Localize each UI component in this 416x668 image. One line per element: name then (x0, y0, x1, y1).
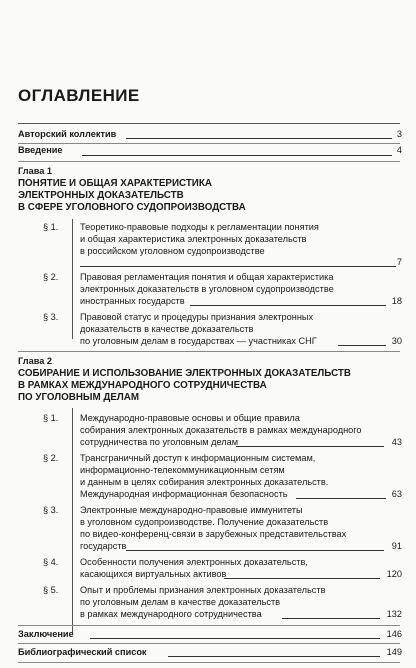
toc-entry-label[interactable]: Заключение (18, 629, 74, 639)
section-title-line[interactable]: информационно-телекоммуникационным сетям (80, 465, 285, 475)
section-title-line[interactable]: Электронные международно-правовые иммунитеты (80, 505, 303, 515)
page-number: 43 (391, 437, 402, 447)
page-number: 4 (396, 145, 402, 155)
chapter-number: Глава 1 (18, 166, 52, 176)
section-title-line[interactable]: Международная информационная безопасность (80, 489, 288, 499)
page-number: 149 (386, 647, 402, 657)
section-number: § 3. (43, 505, 59, 515)
divider (18, 161, 400, 162)
section-title-line[interactable]: Правовая регламентация понятия и общая характеристика (80, 272, 334, 282)
chapter-title-line[interactable]: В РАМКАХ МЕЖДУНАРОДНОГО СОТРУДНИЧЕСТВА (18, 380, 267, 391)
section-title-line[interactable]: доказательств в качестве доказательств (80, 324, 254, 334)
section-title-line[interactable]: в российском уголовном судопроизводстве (80, 246, 265, 256)
toc-entry-label[interactable]: Библиографический список (18, 647, 147, 657)
section-title-line[interactable]: электронных доказательств в уголовном судопроизводстве (80, 284, 334, 294)
section-title-line[interactable]: собирания электронных доказательств в рамках международного (80, 425, 362, 435)
section-title-line[interactable]: Теоретико-правовые подходы к регламентации понятия (80, 222, 319, 232)
section-title-line[interactable]: по уголовным делам в качестве доказательств (80, 597, 281, 607)
section-title-line[interactable]: и общая характеристика электронных доказательств (80, 234, 307, 244)
page-number: 120 (386, 569, 402, 579)
section-number: § 3. (43, 312, 59, 322)
page-title: ОГЛАВЛЕНИЕ (18, 86, 140, 105)
divider (18, 351, 400, 352)
section-bar (72, 408, 73, 634)
section-title-line[interactable]: Правовой статус и процедуры признания электронных (80, 312, 314, 322)
toc-entry-label[interactable]: Введение (18, 145, 63, 155)
page-number: 7 (396, 257, 402, 267)
section-title-line[interactable]: в рамках международного сотрудничества (80, 609, 262, 619)
dot-leader (126, 550, 384, 551)
dot-leader (224, 578, 380, 579)
toc-entry-label[interactable]: Авторский коллектив (18, 129, 117, 139)
page-number: 132 (386, 609, 402, 619)
section-number: § 2. (43, 453, 59, 463)
page-number: 18 (391, 296, 402, 306)
divider (18, 643, 400, 644)
divider (18, 143, 400, 144)
chapter-title-line[interactable]: ПО УГОЛОВНЫМ ДЕЛАМ (18, 392, 140, 403)
page-number: 63 (391, 489, 402, 499)
dot-leader (168, 656, 380, 657)
chapter-title-line[interactable]: В СФЕРЕ УГОЛОВНОГО СУДОПРОИЗВОДСТВА (18, 202, 246, 213)
section-title-line[interactable]: по уголовным делам в государствах — участниках СНГ (80, 336, 317, 346)
dot-leader (190, 305, 386, 306)
section-title-line[interactable]: Трансграничный доступ к информационным системам, (80, 453, 316, 463)
section-number: § 1. (43, 222, 59, 232)
section-title-line[interactable]: иностранных государств (80, 296, 185, 306)
chapter-title-line[interactable]: ЭЛЕКТРОННЫХ ДОКАЗАТЕЛЬСТВ (18, 190, 184, 201)
section-number: § 4. (43, 557, 59, 567)
section-title-line[interactable]: государств (80, 541, 127, 551)
divider (18, 625, 400, 626)
page-number: 3 (396, 129, 402, 139)
dot-leader (236, 446, 384, 447)
chapter-title-line[interactable]: ПОНЯТИЕ И ОБЩАЯ ХАРАКТЕРИСТИКА (18, 178, 212, 189)
section-title-line[interactable]: по видео-конференц-связи в зарубежных представительствах (80, 529, 347, 539)
chapter-number: Глава 2 (18, 356, 52, 366)
page-number: 91 (391, 541, 402, 551)
dot-leader (82, 155, 392, 156)
section-title-line[interactable]: сотрудничества по уголовным делам (80, 437, 239, 447)
dot-leader (90, 638, 380, 639)
divider (18, 123, 400, 124)
dot-leader (126, 138, 392, 139)
section-number: § 5. (43, 585, 59, 595)
section-title-line[interactable]: касающихся виртуальных активов (80, 569, 227, 579)
section-title-line[interactable]: в уголовном судопроизводстве. Получение доказательств (80, 517, 329, 527)
section-bar (72, 219, 73, 339)
chapter-title-line[interactable]: СОБИРАНИЕ И ИСПОЛЬЗОВАНИЕ ЭЛЕКТРОННЫХ ДОКАЗАТЕЛЬСТВ (18, 368, 351, 379)
section-number: § 2. (43, 272, 59, 282)
page-number: 146 (386, 629, 402, 639)
page-number: 30 (391, 336, 402, 346)
dot-leader (80, 266, 396, 267)
section-title-line[interactable]: Международно-правовые основы и общие правила (80, 413, 300, 423)
section-title-line[interactable]: и данным в целях собирания электронных доказательств. (80, 477, 329, 487)
divider (18, 662, 400, 663)
section-title-line[interactable]: Опыт и проблемы признания электронных доказательств (80, 585, 326, 595)
section-title-line[interactable]: Особенности получения электронных доказательств, (80, 557, 308, 567)
section-number: § 1. (43, 413, 59, 423)
